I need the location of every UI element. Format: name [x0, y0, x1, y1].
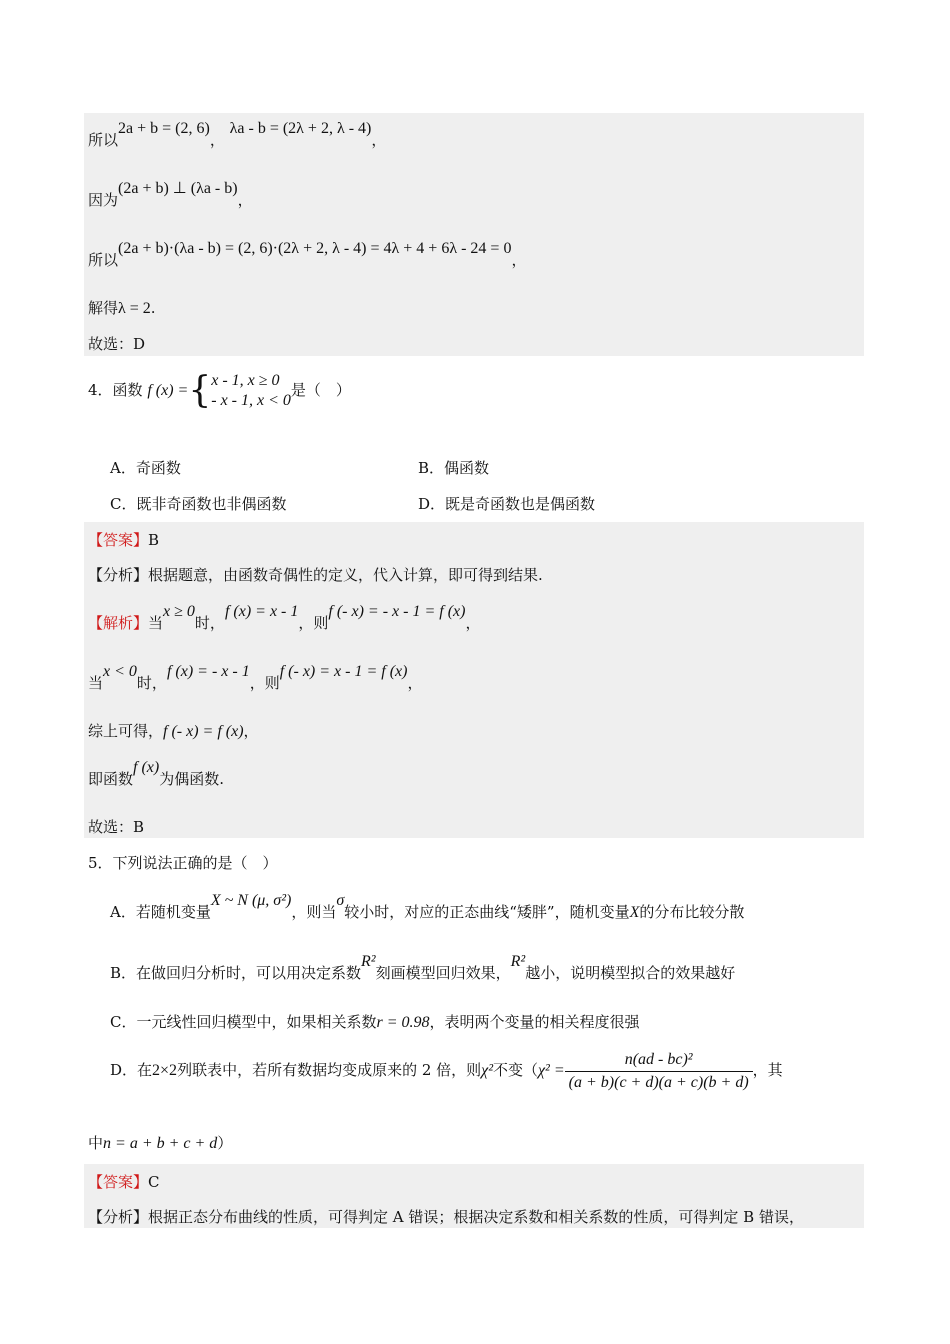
analysis-text: 根据正态分布曲线的性质，可得判定 A 错误；根据决定系数和相关系数的性质，可得判定 B 错误，: [148, 1208, 804, 1226]
q4-option-a[interactable]: A．奇函数: [110, 459, 181, 477]
text: 所以: [88, 131, 119, 149]
q4-option-b[interactable]: B．偶函数: [418, 459, 490, 477]
text: ，: [371, 131, 387, 149]
math-expr: n = a + b + c + d: [103, 1135, 218, 1152]
q4-answer: [88, 530, 159, 550]
text: 的分布比较分散: [639, 903, 745, 921]
math-expr: 2×2: [152, 1062, 178, 1079]
text: .: [150, 299, 156, 317]
math-expr: X: [629, 904, 640, 921]
text: C．一元线性回归模型中，如果相关系数: [110, 1013, 377, 1031]
math-expr: f (x) = - x - 1: [166, 663, 250, 680]
q5-option-a[interactable]: [110, 892, 745, 923]
piecewise-cases: [211, 371, 291, 411]
math-expr: f (x) =: [147, 382, 189, 399]
text: ，: [237, 191, 253, 209]
q4-solution-line-1: [88, 603, 481, 634]
text: A．若随机变量: [110, 903, 211, 921]
math-expr: λ = 2: [118, 300, 151, 317]
q4-solution-line-2: [88, 663, 423, 694]
text: 不变（: [493, 1061, 539, 1079]
q4-option-d[interactable]: D．既是奇函数也是偶函数: [418, 495, 596, 513]
answer-tag: 【答案】: [88, 1173, 149, 1191]
math-expr: R²: [361, 953, 376, 970]
text: 解得: [88, 299, 119, 317]
text: 是（ ）: [290, 381, 351, 399]
math-expr: r = 0.98: [376, 1014, 430, 1031]
analysis-tag: 【分析】: [88, 566, 149, 584]
analysis-tag: 【分析】: [88, 1208, 149, 1226]
text: 刻画模型回归效果，: [375, 964, 511, 982]
text: 因为: [88, 191, 119, 209]
math-expr: (2a + b) ⊥ (λa - b): [118, 180, 238, 197]
text: 中: [88, 1134, 104, 1152]
q5-answer: [88, 1172, 160, 1192]
math-expr: σ: [336, 892, 345, 909]
math-expr: χ² =: [538, 1062, 565, 1079]
answer-value: B: [148, 531, 160, 549]
text: D．在: [110, 1061, 153, 1079]
case-1: x - 1, x ≥ 0: [211, 372, 280, 389]
text: ，: [209, 131, 225, 149]
chi-square-fraction: [565, 1051, 753, 1092]
text: ，: [243, 722, 259, 740]
q3-line-1: [88, 120, 387, 151]
text: 时，: [136, 674, 167, 692]
q3-line-4: [88, 298, 156, 319]
text: ，表明两个变量的相关程度很强: [429, 1013, 640, 1031]
math-expr: x ≥ 0: [163, 603, 195, 620]
text: 时，: [194, 614, 225, 632]
q3-line-3: [88, 240, 527, 271]
text: B．在做回归分析时，可以用决定系数: [110, 964, 362, 982]
text: 列联表中，若所有数据均变成原来的 2 倍，则: [177, 1061, 482, 1079]
text: 所以: [88, 251, 119, 269]
text: ，则: [249, 674, 280, 692]
math-expr: x < 0: [103, 663, 137, 680]
q4-stem: [88, 370, 351, 411]
case-2: - x - 1, x < 0: [211, 392, 291, 409]
text: 越小，说明模型拟合的效果越好: [525, 964, 736, 982]
text: 当: [148, 614, 164, 632]
text: ，: [465, 614, 481, 632]
q5-option-b[interactable]: [110, 953, 736, 984]
text: 当: [88, 674, 104, 692]
math-expr: X ~ N (μ, σ²): [210, 892, 292, 909]
brace: {: [188, 370, 212, 411]
q3-final-answer: 故选：D: [88, 335, 146, 353]
text: ）: [217, 1134, 233, 1152]
q4-analysis: [88, 565, 543, 585]
q5-analysis: [88, 1207, 804, 1227]
math-expr: χ²: [481, 1062, 493, 1079]
q5-option-c[interactable]: [110, 1012, 640, 1033]
answer-tag: 【答案】: [88, 531, 149, 549]
q5-option-d[interactable]: [110, 1050, 783, 1092]
text: ，其: [752, 1061, 783, 1079]
text: 为偶函数.: [159, 770, 224, 788]
text: ，则当: [291, 903, 337, 921]
math-expr: f (- x) = f (x): [163, 723, 244, 740]
text: ，: [407, 674, 423, 692]
solution-tag: 【解析】: [88, 614, 149, 632]
math-expr: f (x): [133, 759, 160, 776]
text: ，则: [298, 614, 329, 632]
text: ，: [511, 251, 527, 269]
answer-value: C: [148, 1173, 160, 1191]
q5-stem: 5．下列说法正确的是（ ）: [88, 854, 278, 872]
text: 4．函数: [88, 381, 143, 399]
math-expr: 2a + b = (2, 6): [118, 120, 210, 137]
math-expr: R²: [510, 953, 526, 970]
q4-solution-line-3: [88, 721, 259, 742]
math-expr: (2a + b)·(λa - b) = (2, 6)·(2λ + 2, λ - 4) = 4λ + 4 + 6λ - 24 = 0: [118, 240, 512, 257]
math-expr: f (- x) = - x - 1 = f (x): [328, 603, 466, 620]
q4-option-c[interactable]: C．既非奇函数也非偶函数: [110, 495, 287, 513]
text: 较小时，对应的正态曲线“矮胖”，随机变量: [344, 903, 630, 921]
fraction-denominator: (a + b)(c + d)(a + c)(b + d): [568, 1073, 749, 1091]
math-expr: λa - b = (2λ + 2, λ - 4): [229, 120, 372, 137]
fraction-numerator: n(ad - bc)²: [565, 1051, 753, 1072]
text: 即函数: [88, 770, 134, 788]
math-expr: f (x) = x - 1: [224, 603, 299, 620]
q5-option-d-line-2: [88, 1133, 232, 1154]
q3-line-2: [88, 180, 253, 211]
analysis-text: 根据题意，由函数奇偶性的定义，代入计算，即可得到结果.: [148, 566, 543, 584]
q4-final-answer: 故选：B: [88, 818, 145, 836]
math-expr: f (- x) = x - 1 = f (x): [279, 663, 408, 680]
q4-solution-line-4: [88, 759, 224, 790]
text: 综上可得，: [88, 722, 164, 740]
